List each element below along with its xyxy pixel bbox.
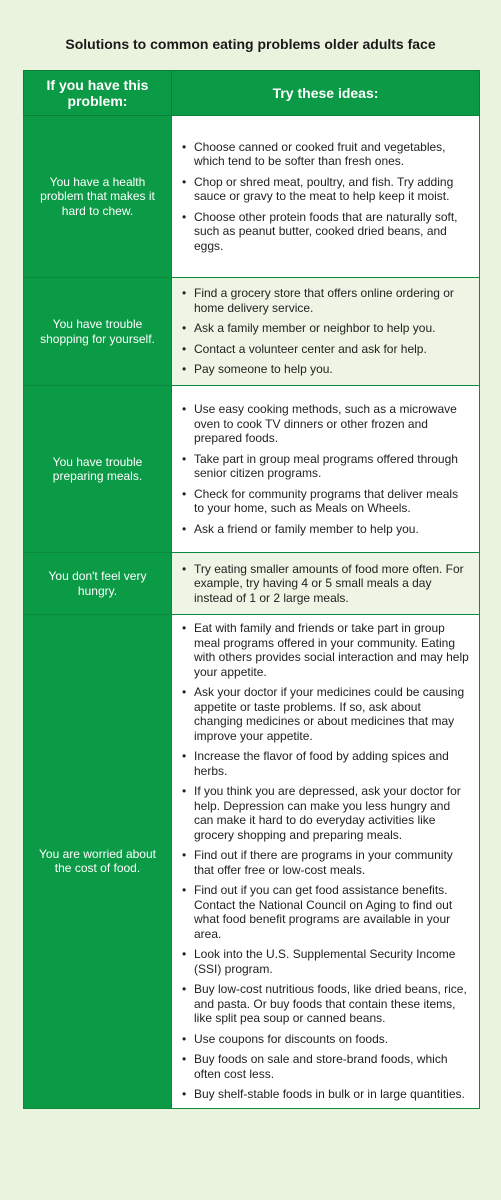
table-row: [24, 116, 480, 278]
table-header-row: [24, 71, 480, 116]
list-item: • Chop or shred meat, poultry, and fish. Try adding sauce or gravy to the meat to help keep it moist.: [182, 175, 469, 204]
table-row: [24, 278, 480, 386]
problem-cell: You have a health problem that makes it hard to chew.: [24, 116, 172, 278]
list-item: • Choose canned or cooked fruit and vegetables, which tend to be softer than fresh ones.: [182, 140, 469, 169]
ideas-list: [182, 562, 469, 606]
list-item: • Take part in group meal programs offered through senior citizen programs.: [182, 452, 469, 481]
list-item: • Ask your doctor if your medicines could be causing appetite or taste problems. If so, ask about changing medicines or about medicines that may improve your appetite.: [182, 685, 469, 743]
list-item: • Buy foods on sale and store-brand foods, which often cost less.: [182, 1052, 469, 1081]
list-item: • Ask a family member or neighbor to help you.: [182, 321, 469, 336]
list-item: • Use easy cooking methods, such as a microwave oven to cook TV dinners or other frozen and prepared foods.: [182, 402, 469, 446]
list-item: • Pay someone to help you.: [182, 362, 469, 377]
problem-cell: You don't feel very hungry.: [24, 553, 172, 615]
ideas-cell: [172, 553, 480, 615]
list-item: • Find out if you can get food assistance benefits. Contact the National Council on Aging to find out what food benefit programs are available in your area.: [182, 883, 469, 941]
list-item: • Look into the U.S. Supplemental Security Income (SSI) program.: [182, 947, 469, 976]
list-item: • Use coupons for discounts on foods.: [182, 1032, 469, 1047]
table-row: [24, 553, 480, 615]
list-item: • Buy shelf-stable foods in bulk or in large quantities.: [182, 1087, 469, 1102]
list-item: • Try eating smaller amounts of food more often. For example, try having 4 or 5 small meals a day instead of 1 or 2 large meals.: [182, 562, 469, 606]
list-item: • Ask a friend or family member to help you.: [182, 522, 469, 537]
ideas-cell: [172, 386, 480, 553]
ideas-list: [182, 140, 469, 254]
table-row: [24, 386, 480, 553]
problem-cell: You have trouble shopping for yourself.: [24, 278, 172, 386]
list-item: • Find out if there are programs in your community that offer free or low-cost meals.: [182, 848, 469, 877]
list-item: • Eat with family and friends or take part in group meal programs offered in your community. Eating with others provides social interaction and may help your appetite.: [182, 621, 469, 679]
problem-column-header: If you have this problem:: [24, 71, 172, 116]
solutions-table: [23, 70, 480, 1109]
page-title: Solutions to common eating problems older adults face: [65, 36, 436, 52]
ideas-cell: [172, 116, 480, 278]
ideas-cell: [172, 615, 480, 1109]
list-item: • Increase the flavor of food by adding spices and herbs.: [182, 749, 469, 778]
ideas-list: [182, 286, 469, 377]
ideas-cell: [172, 278, 480, 386]
problem-cell: You are worried about the cost of food.: [24, 615, 172, 1109]
ideas-column-header: Try these ideas:: [172, 71, 480, 116]
ideas-list: [182, 621, 469, 1102]
ideas-list: [182, 402, 469, 536]
list-item: • Find a grocery store that offers online ordering or home delivery service.: [182, 286, 469, 315]
list-item: • Check for community programs that deliver meals to your home, such as Meals on Wheels.: [182, 487, 469, 516]
list-item: • Buy low-cost nutritious foods, like dried beans, rice, and pasta. Or buy foods that contain these items, like split pea soup or canned beans.: [182, 982, 469, 1026]
list-item: • If you think you are depressed, ask your doctor for help. Depression can make you less hungry and can make it hard to do everyday activities like grocery shopping and preparing meals.: [182, 784, 469, 842]
list-item: • Contact a volunteer center and ask for help.: [182, 342, 469, 357]
table-row: [24, 615, 480, 1109]
problem-cell: You have trouble preparing meals.: [24, 386, 172, 553]
list-item: • Choose other protein foods that are naturally soft, such as peanut butter, cooked dried beans, and eggs.: [182, 210, 469, 254]
